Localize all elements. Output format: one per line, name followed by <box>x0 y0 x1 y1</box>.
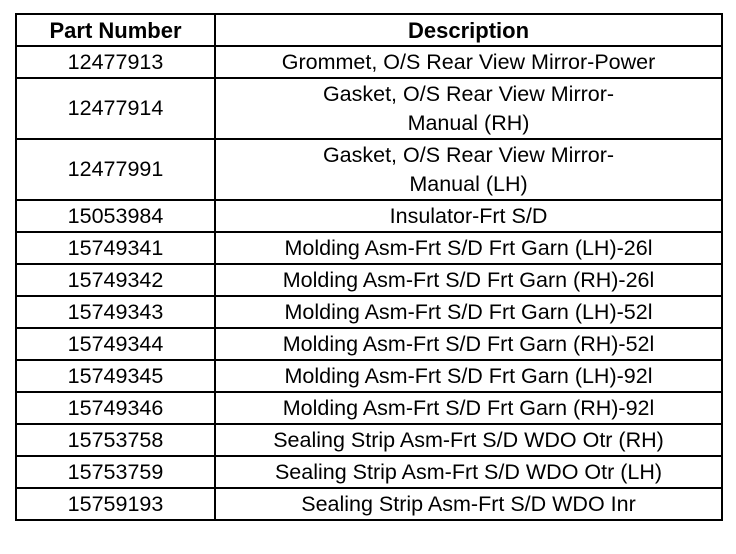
part-number-cell: 15749345 <box>16 360 215 392</box>
part-number-cell: 15749343 <box>16 296 215 328</box>
description-cell <box>215 456 722 488</box>
part-number-cell: 12477913 <box>16 46 215 78</box>
part-number-cell: 15749341 <box>16 232 215 264</box>
table-row <box>16 424 722 456</box>
description-line: Sealing Strip Asm-Frt S/D WDO Inr <box>301 491 636 516</box>
description-line: Sealing Strip Asm-Frt S/D WDO Otr (RH) <box>273 427 664 452</box>
description-line: Molding Asm-Frt S/D Frt Garn (LH)-92l <box>284 363 653 388</box>
description-cell <box>215 200 722 232</box>
description-line: Molding Asm-Frt S/D Frt Garn (LH)-26l <box>284 235 653 260</box>
table-row <box>16 46 722 78</box>
description-cell <box>215 488 722 520</box>
description-cell <box>215 296 722 328</box>
parts-table-body <box>16 46 722 520</box>
part-number-cell: 12477914 <box>16 78 215 139</box>
part-number-cell: 15749344 <box>16 328 215 360</box>
table-row <box>16 200 722 232</box>
description-cell <box>215 328 722 360</box>
description-line: Sealing Strip Asm-Frt S/D WDO Otr (LH) <box>274 459 663 484</box>
table-row <box>16 139 722 200</box>
description-line: Molding Asm-Frt S/D Frt Garn (LH)-52l <box>284 299 653 324</box>
table-row <box>16 456 722 488</box>
part-number-cell: 15753758 <box>16 424 215 456</box>
table-row <box>16 264 722 296</box>
description-cell <box>215 264 722 296</box>
part-number-cell: 15749342 <box>16 264 215 296</box>
part-number-header: Part Number <box>16 14 215 46</box>
table-row <box>16 232 722 264</box>
table-row <box>16 392 722 424</box>
description-cell <box>215 139 722 200</box>
header-row <box>16 14 722 46</box>
description-header: Description <box>215 14 722 46</box>
description-line: Molding Asm-Frt S/D Frt Garn (RH)-92l <box>282 395 655 420</box>
description-cell <box>215 360 722 392</box>
description-cell <box>215 232 722 264</box>
description-line: Manual (LH) <box>409 171 528 196</box>
description-line: Insulator-Frt S/D <box>389 203 548 228</box>
table-row <box>16 328 722 360</box>
part-number-cell: 15753759 <box>16 456 215 488</box>
part-number-cell: 15759193 <box>16 488 215 520</box>
table-row <box>16 296 722 328</box>
description-line: Gasket, O/S Rear View Mirror- <box>322 81 615 106</box>
description-line: Molding Asm-Frt S/D Frt Garn (RH)-52l <box>282 331 655 356</box>
description-line: Grommet, O/S Rear View Mirror-Power <box>281 49 656 74</box>
description-cell <box>215 78 722 139</box>
part-number-cell: 12477991 <box>16 139 215 200</box>
part-number-cell: 15749346 <box>16 392 215 424</box>
parts-table <box>15 13 723 521</box>
description-line: Gasket, O/S Rear View Mirror- <box>322 142 615 167</box>
description-cell <box>215 392 722 424</box>
table-row <box>16 78 722 139</box>
description-line: Molding Asm-Frt S/D Frt Garn (RH)-26l <box>282 267 655 292</box>
part-number-cell: 15053984 <box>16 200 215 232</box>
table-row <box>16 488 722 520</box>
description-cell <box>215 424 722 456</box>
description-line: Manual (RH) <box>407 110 530 135</box>
table-row <box>16 360 722 392</box>
description-cell <box>215 46 722 78</box>
